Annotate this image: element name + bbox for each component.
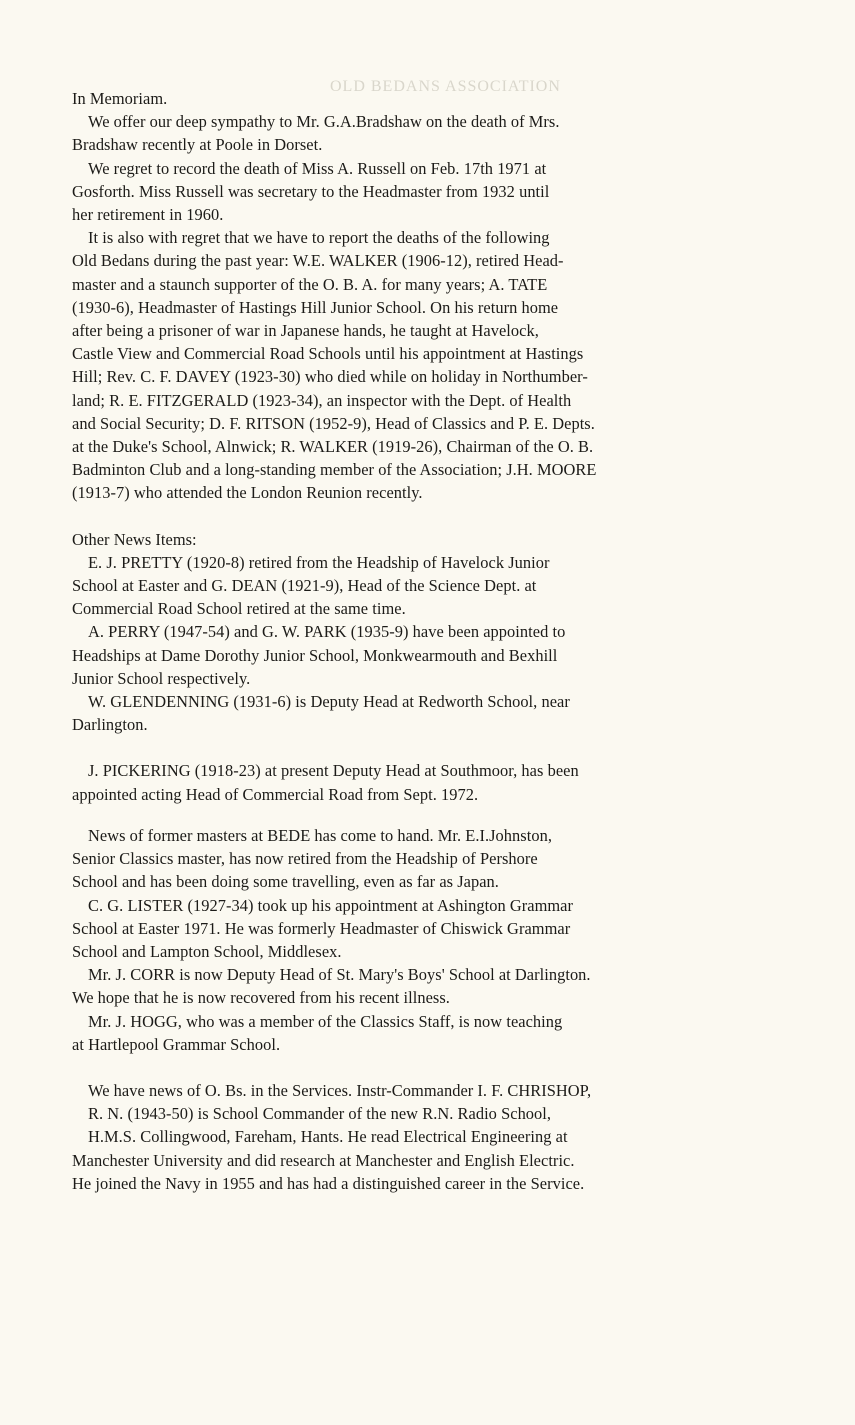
text-line: Old Bedans during the past year: W.E. WALKER (1906-12), retired Head-	[72, 251, 564, 271]
show-through-heading: OLD BEDANS ASSOCIATION	[330, 78, 561, 95]
text-line: C. G. LISTER (1927-34) took up his appointment at Ashington Grammar	[88, 895, 573, 915]
text-line: (1913-7) who attended the London Reunion recently.	[72, 483, 423, 503]
section-spacer	[72, 736, 792, 759]
text-line: Commercial Road School retired at the same time.	[72, 599, 406, 619]
section-heading: In Memoriam.	[72, 89, 168, 108]
text-line: It is also with regret that we have to report the deaths of the following	[88, 228, 550, 248]
text-line: Bradshaw recently at Poole in Dorset.	[72, 135, 323, 155]
text-line: Senior Classics master, has now retired from the Headship of Pershore	[72, 849, 538, 869]
text-line: and Social Security; D. F. RITSON (1952-9), Head of Classics and P. E. Depts.	[72, 413, 595, 433]
text-line: School at Easter and G. DEAN (1921-9), Head of the Science Dept. at	[72, 576, 537, 596]
text-line: He joined the Navy in 1955 and has had a distinguished career in the Service.	[72, 1173, 585, 1193]
text-line: (1930-6), Headmaster of Hastings Hill Junior School. On his return home	[72, 297, 559, 317]
text-line: appointed acting Head of Commercial Road from Sept. 1972.	[72, 784, 479, 804]
text-line: We hope that he is now recovered from his recent illness.	[72, 988, 450, 1008]
text-line: Gosforth. Miss Russell was secretary to the Headmaster from 1932 until	[72, 181, 550, 201]
text-line: H.M.S. Collingwood, Fareham, Hants. He read Electrical Engineering at	[88, 1127, 568, 1147]
text-line: School at Easter 1971. He was formerly Headmaster of Chiswick Grammar	[72, 918, 571, 938]
section	[72, 87, 792, 505]
text-line: W. GLENDENNING (1931-6) is Deputy Head at Redworth School, near	[88, 692, 570, 712]
section	[72, 528, 792, 737]
text-line: master and a staunch supporter of the O. B. A. for many years; A. TATE	[72, 274, 548, 294]
text-line: Castle View and Commercial Road Schools until his appointment at Hastings	[72, 344, 584, 364]
text-line: Darlington.	[72, 715, 148, 735]
text-line: We have news of O. Bs. in the Services. Instr-Commander I. F. CHRISHOP,	[88, 1080, 592, 1100]
text-line: Mr. J. HOGG, who was a member of the Classics Staff, is now teaching	[88, 1011, 563, 1031]
text-line: Badminton Club and a long-standing member of the Association; J.H. MOORE	[72, 460, 597, 480]
text-line: News of former masters at BEDE has come to hand. Mr. E.I.Johnston,	[88, 825, 552, 845]
text-line: at Hartlepool Grammar School.	[72, 1034, 281, 1054]
section-heading: Other News Items:	[72, 529, 197, 549]
text-line: We regret to record the death of Miss A. Russell on Feb. 17th 1971 at	[88, 158, 547, 178]
text-line: her retirement in 1960.	[72, 205, 224, 225]
document-body	[72, 87, 792, 1195]
section	[72, 1079, 792, 1195]
text-line: Junior School respectively.	[72, 668, 251, 688]
section-spacer	[72, 1056, 792, 1079]
section-spacer	[72, 806, 792, 824]
text-line: A. PERRY (1947-54) and G. W. PARK (1935-9) have been appointed to	[88, 622, 566, 642]
text-line: J. PICKERING (1918-23) at present Deputy Head at Southmoor, has been	[88, 761, 579, 781]
section	[72, 759, 792, 805]
text-line: Mr. J. CORR is now Deputy Head of St. Mary's Boys' School at Darlington.	[88, 965, 591, 985]
text-line: Hill; Rev. C. F. DAVEY (1923-30) who died while on holiday in Northumber-	[72, 367, 588, 387]
text-line: R. N. (1943-50) is School Commander of the new R.N. Radio School,	[88, 1104, 552, 1124]
text-line: School and has been doing some travelling, even as far as Japan.	[72, 872, 499, 892]
text-line: We offer our deep sympathy to Mr. G.A.Bradshaw on the death of Mrs.	[88, 112, 560, 132]
text-line: after being a prisoner of war in Japanese hands, he taught at Havelock,	[72, 321, 539, 341]
section	[72, 824, 792, 1056]
section-spacer	[72, 505, 792, 528]
text-line: Manchester University and did research at Manchester and English Electric.	[72, 1150, 575, 1170]
text-line: E. J. PRETTY (1920-8) retired from the Headship of Havelock Junior	[88, 552, 550, 572]
text-line: land; R. E. FITZGERALD (1923-34), an inspector with the Dept. of Health	[72, 390, 572, 410]
text-line: Headships at Dame Dorothy Junior School, Monkwearmouth and Bexhill	[72, 645, 558, 665]
text-line: at the Duke's School, Alnwick; R. WALKER (1919-26), Chairman of the O. B.	[72, 437, 594, 457]
text-line: School and Lampton School, Middlesex.	[72, 941, 342, 961]
